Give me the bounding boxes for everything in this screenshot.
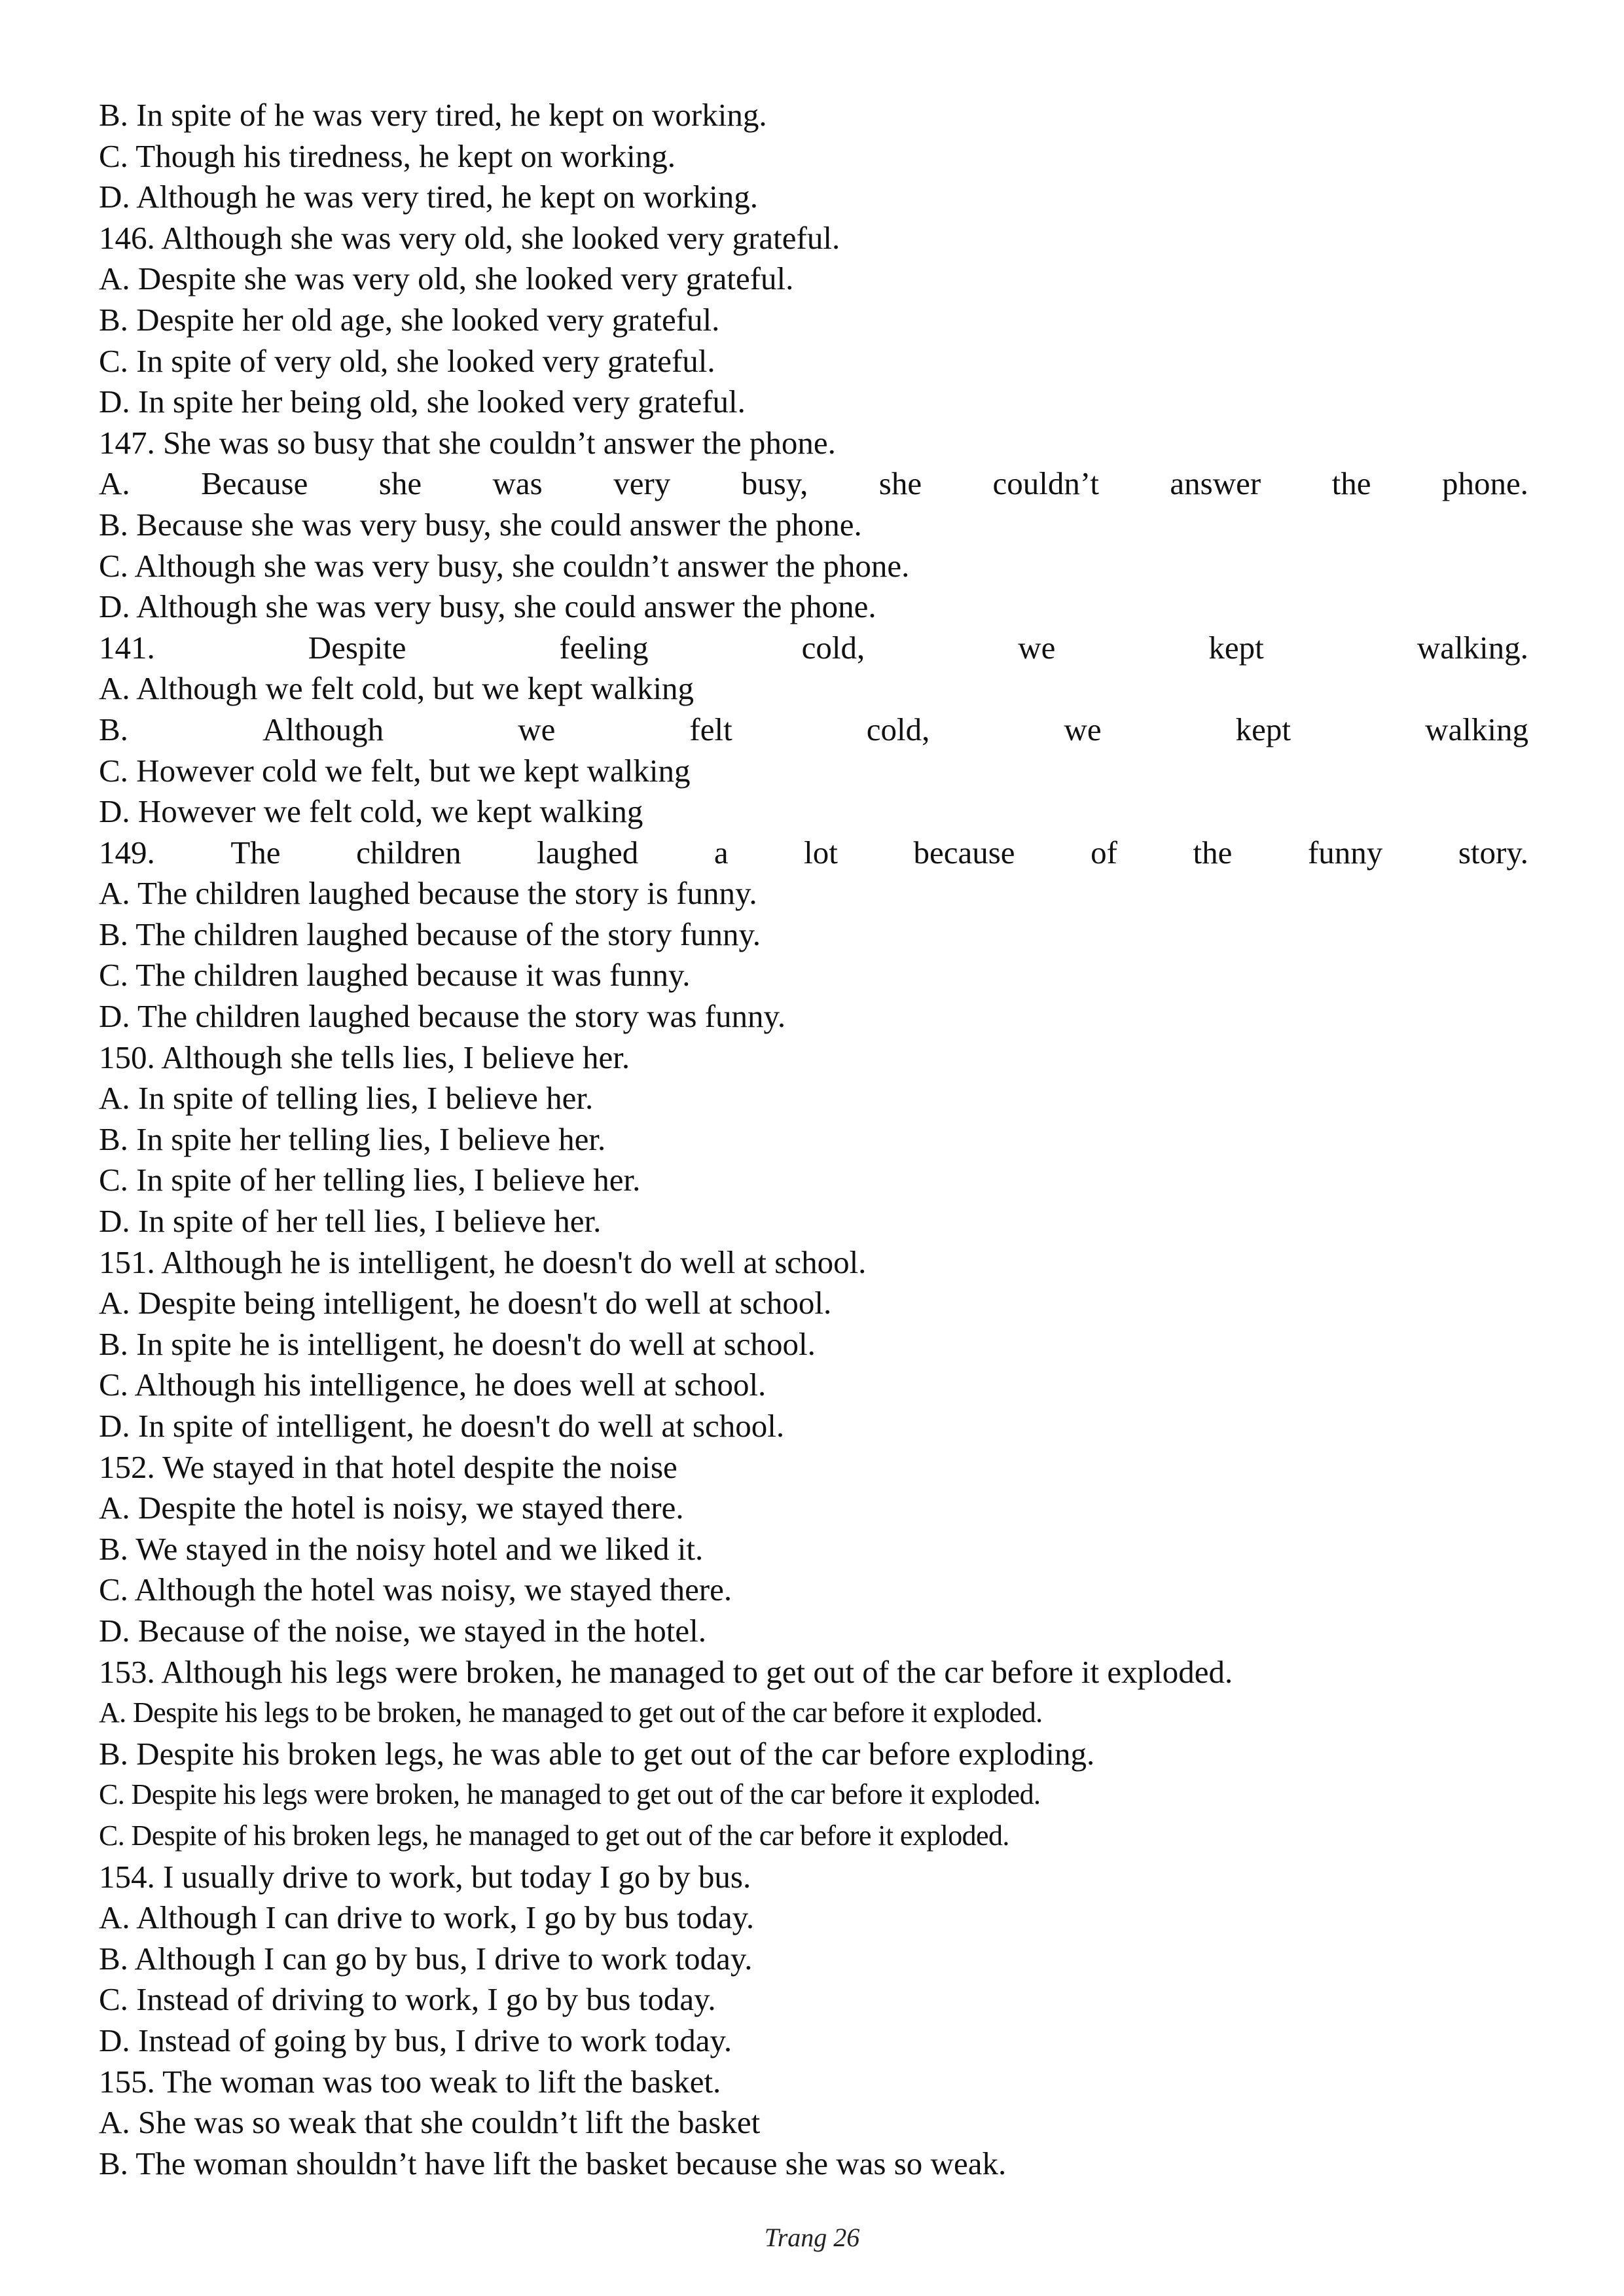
- text-line: A. Despite the hotel is noisy, we stayed there.: [99, 1490, 684, 1526]
- text-line: A. Despite his legs to be broken, he managed to get out of the car before it exploded.: [99, 1696, 1043, 1729]
- word: A.: [99, 465, 130, 502]
- text-line: D. In spite of her tell lies, I believe her.: [99, 1203, 602, 1240]
- text-line: B. The woman shouldn’t have lift the basket because she was so weak.: [99, 2145, 1007, 2181]
- word: The: [230, 834, 281, 870]
- word: was: [492, 465, 543, 502]
- text-line: C. Although his intelligence, he does well at school.: [99, 1367, 767, 1403]
- text-line: D. Although he was very tired, he kept on working.: [99, 179, 759, 215]
- text-line: 155. The woman was too weak to lift the basket.: [99, 2063, 721, 2100]
- word: cold,: [866, 711, 930, 747]
- word: Because: [201, 465, 308, 502]
- text-line: A. In spite of telling lies, I believe her.: [99, 1080, 594, 1117]
- text-line: [99, 833, 1528, 874]
- text-line: A. Although I can drive to work, I go by bus today.: [99, 1899, 755, 1936]
- text-line: A. Although we felt cold, but we kept walking: [99, 670, 695, 707]
- text-line: C. Although she was very busy, she couldn’t answer the phone.: [99, 547, 910, 584]
- word: the: [1331, 465, 1371, 502]
- text-line: D. In spite her being old, she looked very grateful.: [99, 384, 746, 420]
- word: kept: [1208, 629, 1264, 666]
- word: answer: [1170, 465, 1261, 502]
- text-line: B. The children laughed because of the story funny.: [99, 916, 761, 952]
- word: Although: [262, 711, 384, 747]
- text-line: D. However we felt cold, we kept walking: [99, 793, 643, 830]
- word: we: [1018, 629, 1056, 666]
- text-line: B. Although I can go by bus, I drive to work today.: [99, 1940, 753, 1977]
- text-line: B. We stayed in the noisy hotel and we liked it.: [99, 1530, 704, 1567]
- text-line: C. Instead of driving to work, I go by bus today.: [99, 1981, 716, 2018]
- word: feeling: [559, 629, 649, 666]
- text-line: [99, 463, 1528, 505]
- word: very: [613, 465, 671, 502]
- text-line: D. Although she was very busy, she could answer the phone.: [99, 588, 876, 625]
- text-line: C. The children laughed because it was funny.: [99, 957, 691, 994]
- word: she: [378, 465, 422, 502]
- text-line: B. Because she was very busy, she could answer the phone.: [99, 506, 862, 543]
- text-line: B. In spite of he was very tired, he kept on working.: [99, 97, 767, 133]
- text-line: D. The children laughed because the story was funny.: [99, 998, 786, 1035]
- word: 141.: [99, 629, 155, 666]
- word: couldn’t: [992, 465, 1099, 502]
- text-line: [99, 628, 1528, 669]
- text-line: B. In spite he is intelligent, he doesn't do well at school.: [99, 1325, 816, 1362]
- text-line: 146. Although she was very old, she looked very grateful.: [99, 219, 840, 256]
- text-line: A. Despite being intelligent, he doesn't do well at school.: [99, 1285, 832, 1321]
- word: B.: [99, 711, 128, 747]
- word: children: [356, 834, 461, 870]
- text-line: B. In spite her telling lies, I believe her.: [99, 1121, 606, 1157]
- text-line: A. The children laughed because the story is funny.: [99, 875, 757, 912]
- word: funny: [1307, 834, 1383, 870]
- text-line: 154. I usually drive to work, but today I go by bus.: [99, 1858, 751, 1895]
- text-line: 147. She was so busy that she couldn’t answer the phone.: [99, 424, 836, 461]
- word: Despite: [308, 629, 406, 666]
- text-line: C. Although the hotel was noisy, we stayed there.: [99, 1571, 732, 1608]
- word: cold,: [801, 629, 865, 666]
- word: busy,: [741, 465, 808, 502]
- text-line: C. Despite his legs were broken, he managed to get out of the car before it exploded.: [99, 1778, 1041, 1811]
- text-line: C. In spite of very old, she looked very grateful.: [99, 342, 715, 379]
- word: walking: [1425, 711, 1528, 747]
- text-line: 150. Although she tells lies, I believe her.: [99, 1039, 630, 1075]
- word: of: [1091, 834, 1117, 870]
- word: laughed: [537, 834, 639, 870]
- text-line: D. Because of the noise, we stayed in the hotel.: [99, 1612, 707, 1649]
- text-line: C. In spite of her telling lies, I believe her.: [99, 1162, 641, 1198]
- word: story.: [1458, 834, 1528, 870]
- exercise-text: [99, 95, 1528, 2184]
- text-line: B. Despite her old age, she looked very grateful.: [99, 301, 720, 338]
- page-number: Trang 26: [764, 2223, 860, 2252]
- word: 149.: [99, 834, 155, 870]
- word: because: [913, 834, 1015, 870]
- text-line: C. Though his tiredness, he kept on working.: [99, 137, 676, 174]
- word: the: [1193, 834, 1233, 870]
- word: lot: [804, 834, 838, 870]
- word: felt: [689, 711, 732, 747]
- word: a: [713, 834, 729, 870]
- word: we: [1064, 711, 1102, 747]
- text-line: 153. Although his legs were broken, he managed to get out of the car before it exploded.: [99, 1653, 1233, 1690]
- text-line: D. In spite of intelligent, he doesn't do well at school.: [99, 1408, 785, 1444]
- text-line: C. Despite of his broken legs, he managed to get out of the car before it exploded.: [99, 1819, 1009, 1852]
- text-line: 151. Although he is intelligent, he doesn't do well at school.: [99, 1244, 867, 1280]
- word: kept: [1235, 711, 1291, 747]
- text-line: D. Instead of going by bus, I drive to work today.: [99, 2022, 732, 2058]
- word: she: [878, 465, 922, 502]
- text-line: C. However cold we felt, but we kept walking: [99, 752, 691, 789]
- text-line: A. She was so weak that she couldn’t lift the basket: [99, 2104, 761, 2141]
- text-line: A. Despite she was very old, she looked very grateful.: [99, 260, 794, 297]
- word: we: [518, 711, 556, 747]
- text-line: B. Despite his broken legs, he was able to get out of the car before exploding.: [99, 1735, 1095, 1772]
- word: phone.: [1441, 465, 1528, 502]
- text-line: 152. We stayed in that hotel despite the noise: [99, 1448, 677, 1485]
- text-line: [99, 709, 1528, 751]
- word: walking.: [1416, 629, 1528, 666]
